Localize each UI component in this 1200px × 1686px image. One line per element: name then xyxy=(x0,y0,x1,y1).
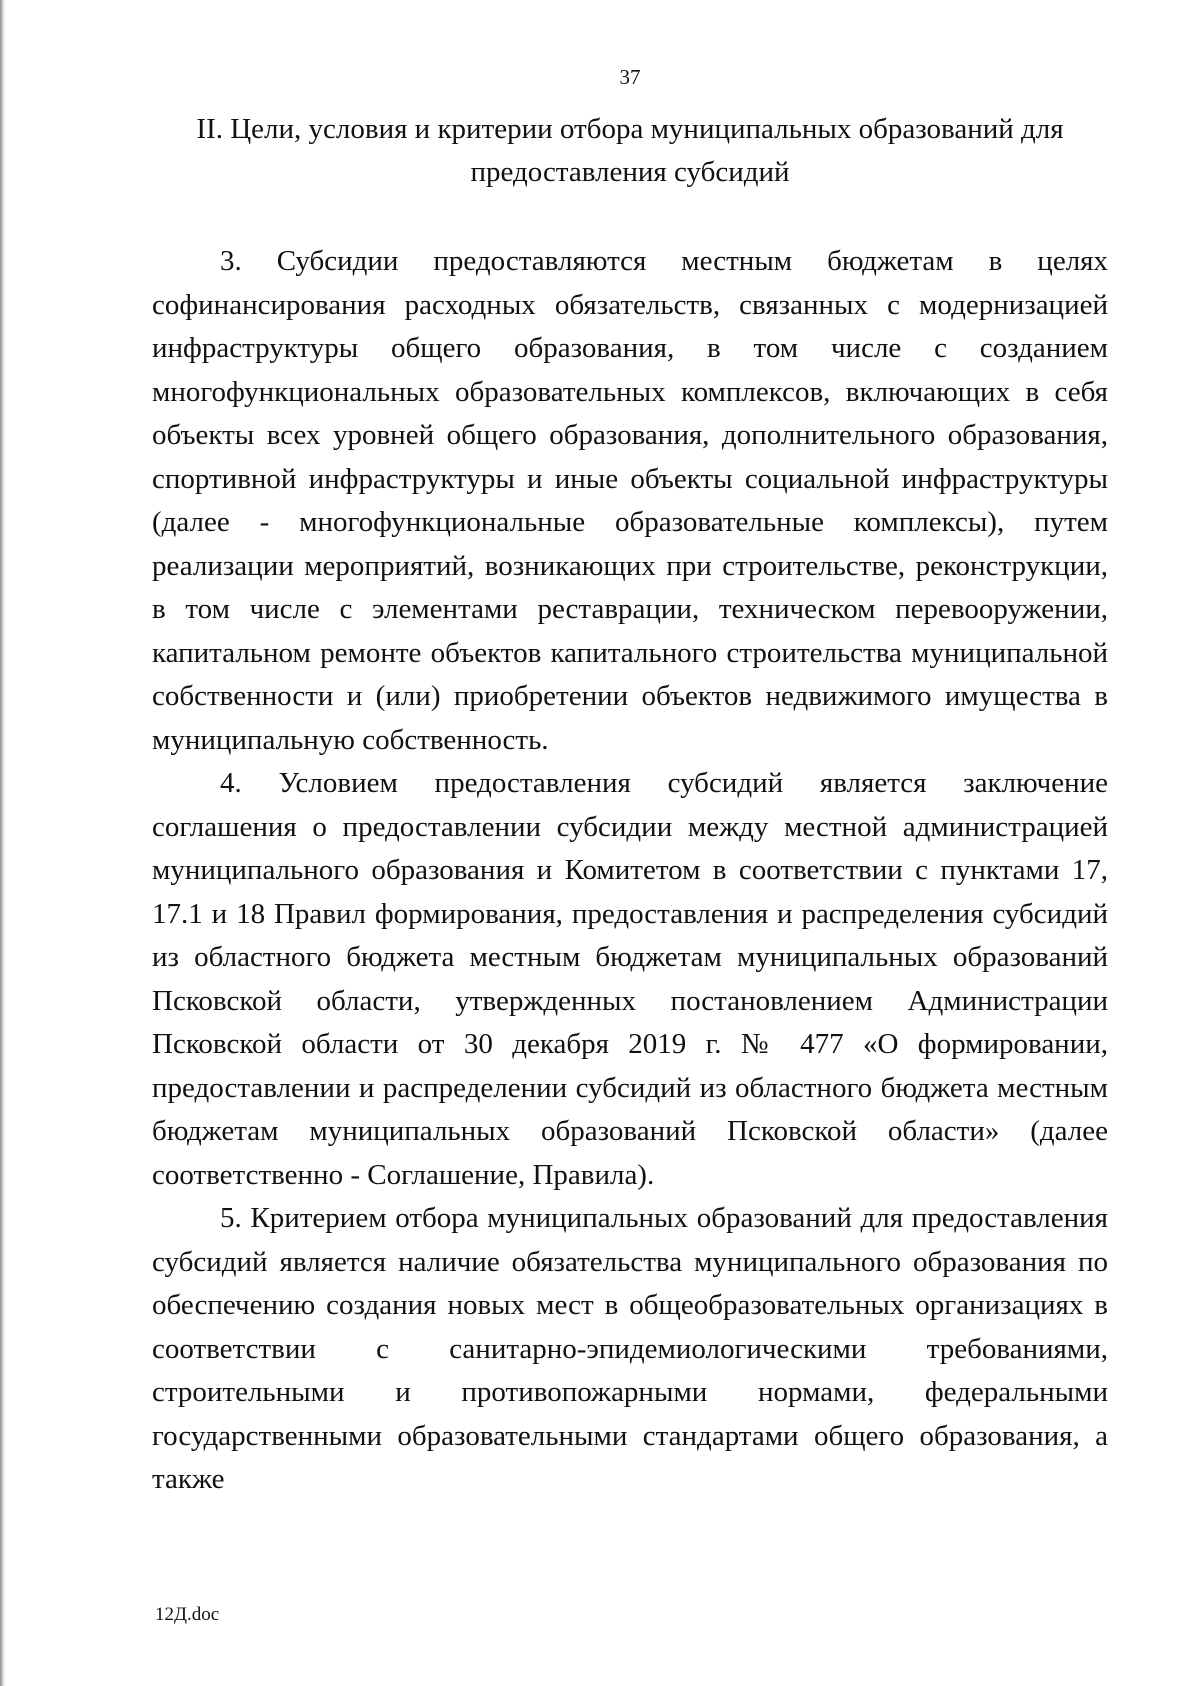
document-body xyxy=(152,240,1108,1502)
scan-edge xyxy=(0,0,5,1686)
page-number: 37 xyxy=(619,65,641,89)
paragraph-4: 4. Условием предоставления субсидий является заключение соглашения о предоставлении субсидии между местной администрацией муниципального образования и Комитетом в соответствии с пунктами 17, 17.1 и 18 Правил формирования, предоставления и распределения субсидий из областного бюджета местным бюджетам муниципальных образований Псковской области, утвержденных постановлением Администрации Псковской области от 30 декабря 2019 г. № 477 «О формировании, предоставлении и распределении субсидий из областного бюджета местным бюджетам муниципальных образований Псковской области» (далее соответственно - Соглашение, Правила). xyxy=(152,767,1108,1191)
paragraph-3: 3. Субсидии предоставляются местным бюджетам в целях софинансирования расходных обязательств, связанных с модернизацией инфраструктуры общего образования, в том числе с созданием многофункциональных образовательных комплексов, включающих в себя объекты всех уровней общего образования, дополнительного образования, спортивной инфраструктуры и иные объекты социальной инфраструктуры (далее - многофункциональные образовательные комплексы), путем реализации мероприятий, возникающих при строительстве, реконструкции, в том числе с элементами реставрации, техническом перевооружении, капитальном ремонте объектов капитального строительства муниципальной собственности и (или) приобретении объектов недвижимого имущества в муниципальную собственность. xyxy=(152,245,1108,756)
footer-filename: 12Д.doc xyxy=(155,1604,220,1625)
paragraph-5: 5. Критерием отбора муниципальных образований для предоставления субсидий является наличие обязательства муниципального образования по обеспечению создания новых мест в общеобразовательных организациях в соответствии с санитарно-эпидемиологическими требованиями, строительными и противопожарными нормами, федеральными государственными образовательными стандартами общего образования, а также xyxy=(152,1202,1108,1495)
section-title: II. Цели, условия и критерии отбора муниципальных образований для предоставления субсидий xyxy=(196,113,1064,188)
